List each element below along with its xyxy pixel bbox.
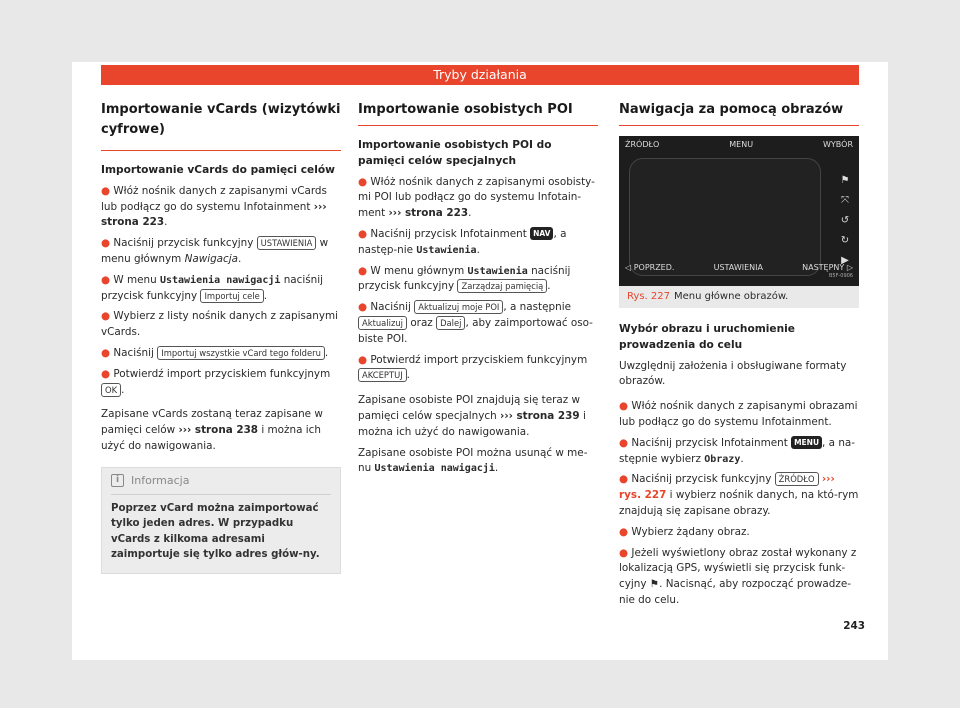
page-ref-link[interactable]: ››› strona 238: [178, 424, 259, 437]
bullet-icon: ●: [358, 353, 368, 366]
section-header-band: Tryby działania: [101, 65, 859, 85]
accept-button-label: AKCEPTUJ: [358, 368, 407, 382]
column-vcards: [101, 100, 341, 574]
manage-memory-button-label: Zarządzaj pamięcią: [457, 279, 547, 293]
images-step-3: ● Naciśnij przycisk funkcyjny ŹRÓDŁO ››› rys. 227 i wybierz nośnik danych, na któ-rym znajdują się zapisane obrazy.: [619, 473, 859, 517]
images-step-1: ● Włóż nośnik danych z zapisanymi obrazami lub podłącz go do systemu Infotainment.: [619, 400, 858, 428]
vcards-step-6: ● Potwierdź import przyciskiem funkcyjnym OK .: [101, 367, 331, 396]
poi-note-paragraph-1: Zapisane osobiste POI znajdują się teraz w pamięci celów specjalnych ››› strona 239 i można ich użyć do nawigowania.: [358, 394, 586, 438]
screen-select-label: WYBÓR: [823, 140, 853, 150]
rotate-right-icon: ↻: [840, 235, 850, 246]
vcards-subtitle: Importowanie vCards do pamięci celów: [101, 164, 335, 176]
nav-key-icon: NAV: [530, 227, 553, 240]
images-intro: Uwzględnij założenia i obsługiwane formaty obrazów.: [619, 359, 847, 388]
flag-icon: ⚑: [840, 175, 850, 186]
update-button-label: Aktualizuj: [358, 316, 407, 330]
poi-step-5: ● Potwierdź import przyciskiem funkcyjnym AKCEPTUJ .: [358, 353, 588, 382]
poi-step-2: ● Naciśnij przycisk Infotainment NAV , a następ-nie Ustawienia.: [358, 227, 567, 256]
images-step-4: ● Wybierz żądany obraz.: [619, 525, 750, 538]
page-ref-link[interactable]: ››› strona 223: [388, 207, 469, 220]
vcards-step-4: ● Wybierz z listy nośnik danych z zapisanymi vCards.: [101, 310, 339, 339]
menu-key-icon: MENU: [791, 436, 822, 449]
import-all-vcards-button-label: Importuj wszystkie vCard tego folderu: [157, 346, 325, 360]
settings-button-label: USTAWIENIA: [257, 236, 317, 250]
play-icon: ▶: [841, 255, 849, 266]
images-step-2: ● Naciśnij przycisk Infotainment MENU , a na-stępnie wybierz Obrazy.: [619, 436, 856, 465]
vcards-title: Importowanie vCards (wizytówki cyfrowe): [101, 100, 341, 151]
screen-top-bar: [619, 136, 859, 154]
poi-step-1: ● Włóż nośnik danych z zapisanymi osobisty-mi POI lub podłącz go do systemu Infotain-ment ››› strona 223.: [358, 175, 595, 220]
vcards-step-1: ● Włóż nośnik danych z zapisanymi vCards lub podłącz go do systemu Infotainment ››› strona 223.: [101, 184, 327, 229]
rotate-left-icon: ↺: [840, 215, 850, 226]
source-button-label: ŹRÓDŁO: [775, 472, 819, 486]
info-box: [101, 467, 341, 574]
import-destinations-button-label: Importuj cele: [200, 289, 263, 303]
screen-image-view: [629, 158, 821, 276]
bullet-icon: ●: [101, 310, 111, 323]
poi-title: Importowanie osobistych POI: [358, 100, 598, 126]
page-ref-link[interactable]: ››› strona 239: [500, 409, 580, 422]
column-images: [619, 100, 859, 609]
bullet-icon: ●: [101, 237, 111, 250]
page-ref-link[interactable]: ››› strona 223: [101, 200, 327, 229]
info-icon: i: [111, 474, 124, 487]
poi-step-3: ● W menu głównym Ustawienia naciśnij przycisk funkcyjny Zarządzaj pamięcią .: [358, 264, 571, 293]
bullet-icon: ●: [358, 227, 368, 240]
screen-settings-label: USTAWIENIA: [713, 263, 763, 273]
bullet-icon: ●: [101, 346, 111, 359]
vcards-step-2: ● Naciśnij przycisk funkcyjny USTAWIENIA w menu głównym Nawigacja.: [101, 237, 329, 265]
info-title: Informacja: [131, 473, 190, 487]
bullet-icon: ●: [101, 273, 111, 286]
images-subtitle: Wybór obrazu i uruchomienie prowadzenia do celu: [619, 323, 795, 351]
screen-previous-label: ◁ POPRZED.: [625, 263, 675, 273]
screen-next-label: NASTĘPNY ▷: [802, 263, 853, 273]
poi-subtitle: Importowanie osobistych POI do pamięci celów specjalnych: [358, 139, 552, 167]
poi-note-paragraph-2: Zapisane osobiste POI można usunąć w me-nu Ustawienia nawigacji.: [358, 446, 588, 475]
bullet-icon: ●: [358, 175, 368, 188]
column-poi: [358, 100, 598, 477]
bullet-icon: ●: [101, 184, 111, 197]
figure-code: B5F-0906: [828, 273, 853, 280]
figure-caption: Rys. 227 Menu główne obrazów.: [619, 286, 859, 308]
infotainment-screen-figure: [619, 136, 859, 286]
bullet-icon: ●: [619, 436, 629, 449]
vcards-step-5: ● Naciśnij Importuj wszystkie vCard tego folderu .: [101, 346, 329, 359]
bullet-icon: ●: [619, 400, 629, 413]
vcards-note-paragraph: Zapisane vCards zostaną teraz zapisane w pamięci celów ››› strona 238 i można ich użyć do nawigowania.: [101, 408, 323, 452]
info-text: Poprzez vCard można zaimportować tylko jeden adres. W przypadku vCards z kilkoma adresami zaimportuje się tylko adres głów-ny.: [111, 502, 320, 561]
bullet-icon: ●: [101, 367, 111, 380]
bullet-icon: ●: [358, 301, 368, 314]
images-step-5: ● Jeżeli wyświetlony obraz został wykonany z lokalizacją GPS, wyświetli się przycisk funk-cyjny ⚑. Nacisnąć, aby rozpocząć prowadze-nie do celu.: [619, 546, 857, 606]
ok-button-label: OK: [101, 383, 121, 397]
gps-flag-icon: ⚑: [649, 578, 660, 591]
bullet-icon: ●: [619, 525, 629, 538]
screen-side-icons: [837, 174, 853, 268]
bullet-icon: ●: [358, 264, 368, 277]
images-title: Nawigacja za pomocą obrazów: [619, 100, 859, 126]
info-header: [111, 473, 331, 495]
page-number: 243: [843, 620, 865, 632]
vcards-step-3: ● W menu Ustawienia nawigacji naciśnij przycisk funkcyjny Importuj cele .: [101, 273, 324, 302]
next-button-label: Dalej: [436, 316, 465, 330]
update-poi-button-label: Aktualizuj moje POI: [414, 300, 503, 314]
screen-menu-label: MENU: [729, 140, 754, 150]
screen-bottom-bar: [619, 260, 859, 276]
bullet-icon: ●: [619, 473, 629, 486]
screen-source-label: ŹRÓDŁO: [625, 140, 660, 150]
figure-number: Rys. 227: [627, 291, 670, 302]
bullet-icon: ●: [619, 546, 629, 559]
poi-step-4: ● Naciśnij Aktualizuj moje POI , a następnie Aktualizuj oraz Dalej , aby zaimportować oso-biste POI.: [358, 301, 593, 345]
figure-ref-link[interactable]: ››› rys. 227: [619, 473, 835, 502]
fit-screen-icon: ⤧: [841, 195, 849, 206]
